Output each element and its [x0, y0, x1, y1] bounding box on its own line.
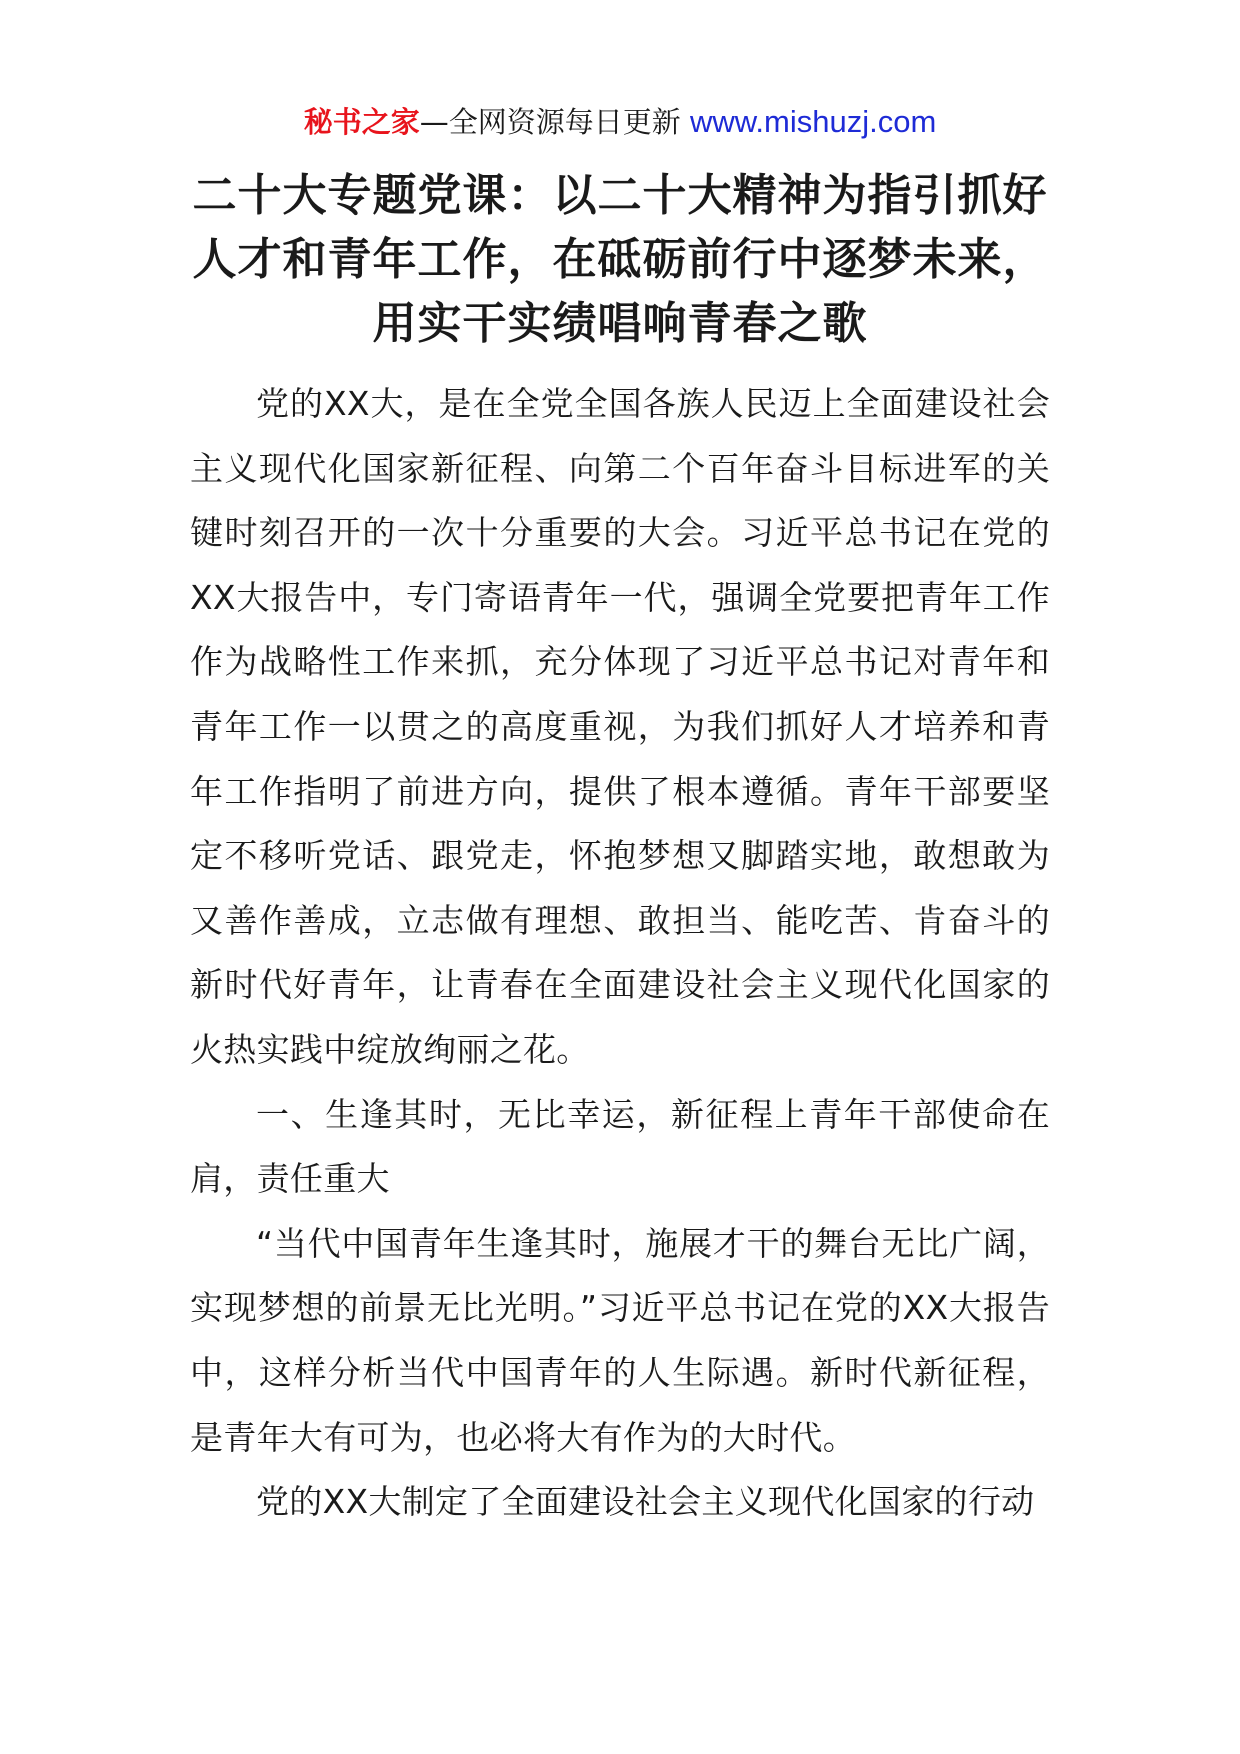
document-body: [190, 372, 1050, 1535]
paragraph-continued: 党的XX大制定了全面建设社会主义现代化国家的行动: [256, 1482, 1035, 1522]
paragraph-intro: 党的XX大，是在全党全国各族人民迈上全面建设社会主义现代化国家新征程、向第二个百年奋斗目标进军的关键时刻召开的一次十分重要的大会。习近平总书记在党的XX大报告中，专门寄语青年一代，强调全党要把青年工作作为战略性工作来抓，充分体现了习近平总书记对青年和青年工作一以贯之的高度重视，为我们抓好人才培养和青年工作指明了前进方向，提供了根本遵循。青年干部要坚定不移听党话、跟党走，怀抱梦想又脚踏实地，敢想敢为又善作善成，立志做有理想、敢担当、能吃苦、肯奋斗的新时代好青年，让青春在全面建设社会主义现代化国家的火热实践中绽放绚丽之花。: [190, 384, 1050, 1069]
document-title: 二十大专题党课：以二十大精神为指引抓好人才和青年工作，在砥砺前行中逐梦未来，用实干实绩唱响青春之歌: [192, 170, 1048, 349]
site-url: www.mishuzj.com: [689, 104, 937, 139]
header-slogan: —全网资源每日更新: [419, 105, 681, 139]
page-header: [0, 100, 1240, 144]
paragraph-quote: “当代中国青年生逢其时，施展才干的舞台无比广阔，实现梦想的前景无比光明。”习近平总书记在党的XX大报告中，这样分析当代中国青年的人生际遇。新时代新征程，是青年大有可为，也必将大有作为的大时代。: [190, 1223, 1050, 1457]
section-heading-1: 一、生逢其时，无比幸运，新征程上青年干部使命在肩，责任重大: [190, 1094, 1050, 1199]
brand-name: 秘书之家: [303, 105, 420, 139]
